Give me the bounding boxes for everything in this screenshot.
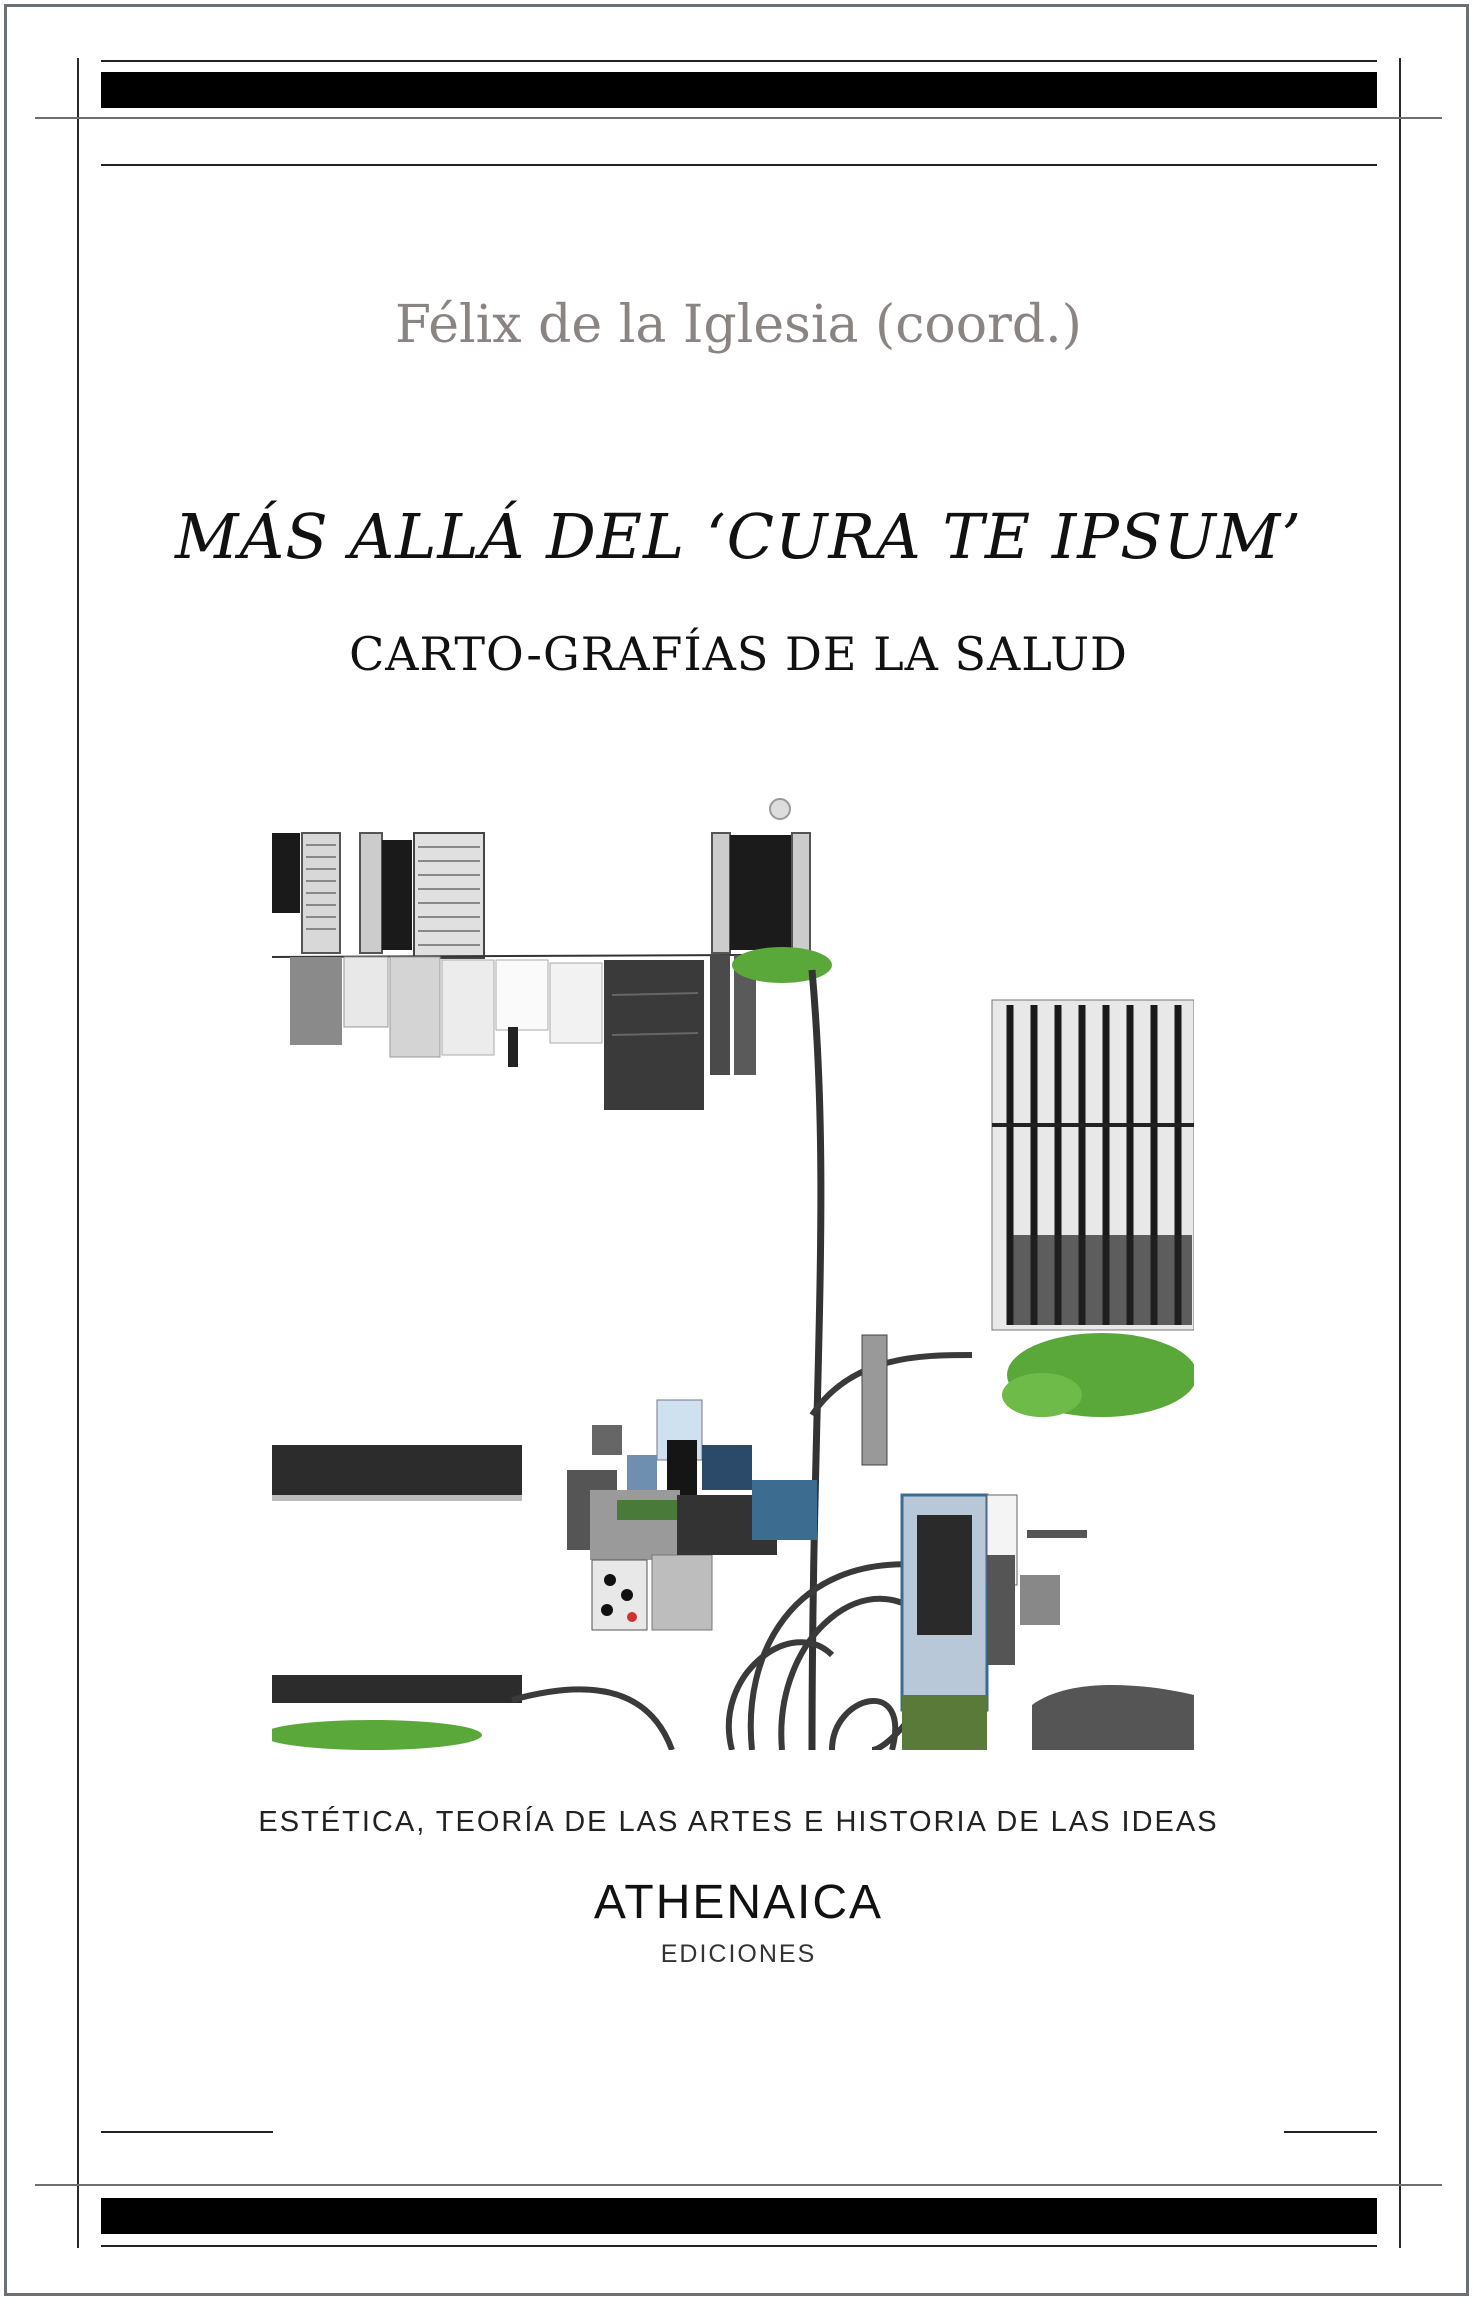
series-name: ESTÉTICA, TEORÍA DE LAS ARTES E HISTORIA DE LAS IDEAS [258,1806,1219,1838]
cover-collage-illustration [272,795,1194,1750]
window-shutters-left [272,833,484,958]
bottom-thin-rule [101,2245,1377,2247]
publisher-imprint: EDICIONES [660,1940,817,1968]
window-shutters-center [712,799,810,953]
building-window-right [992,1000,1194,1330]
bottom-crop-line [35,2184,1442,2186]
author-name: Félix de la Iglesia (coord.) [395,295,1082,355]
clothesline-laundry [272,955,756,1110]
book-title: MÁS ALLÁ DEL ‘CURA TE IPSUM’ [175,500,1302,573]
plant-top [732,947,832,983]
top-thin-rule [101,60,1377,62]
top-crop-line [35,117,1442,119]
publisher-name: ATHENAICA [593,1876,884,1929]
top-black-bar [101,72,1377,108]
top-divider [101,164,1377,166]
book-subtitle: CARTO-GRAFÍAS DE LA SALUD [349,627,1128,681]
bottom-left-short-rule [101,2131,273,2133]
bottom-black-bar [101,2198,1377,2234]
bottom-right-short-rule [1284,2131,1377,2133]
balcony-ledges-left [272,1445,522,1750]
